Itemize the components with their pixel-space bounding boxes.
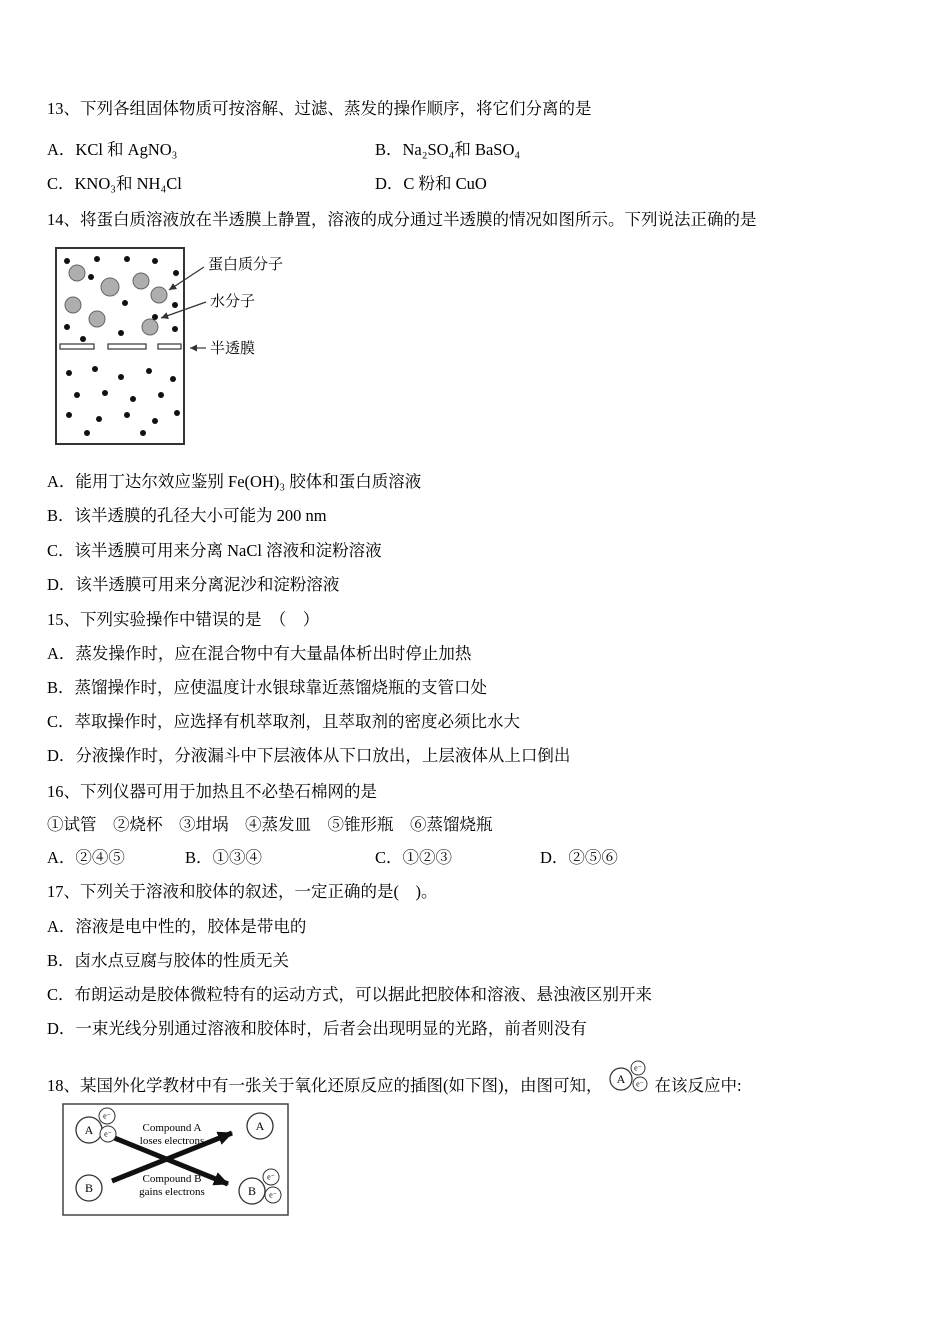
q15-option-a: A．蒸发操作时，应在混合物中有大量晶体析出时停止加热 [47,644,472,663]
compound-b [76,1175,102,1201]
q13-option-c: C．KNO₃和 NH₄Cl [47,174,182,193]
q18-stem-before: 18、某国外化学教材中有一张关于氧化还原反应的插图(如下图)，由图可知， [47,1076,603,1095]
q14-option-d: D．该半透膜可用来分离泥沙和淀粉溶液 [47,575,340,594]
q16-stem: 16、下列仪器可用于加热且不必垫石棉网的是 [47,782,377,801]
q16-option-b: B．①③④ [185,848,263,867]
caption-compound-a-line2: loses electrons [139,1135,205,1147]
redox-electron-transfer-diagram [62,1103,290,1217]
svg-text:e⁻: e⁻ [269,1190,277,1200]
q16-option-d: D．②⑤⑥ [540,848,618,867]
q15-option-d: D．分液操作时，分液漏斗中下层液体从下口放出，上层液体从上口倒出 [47,746,571,765]
q16-items: ①试管 ②烧杯 ③坩埚 ④蒸发皿 ⑤锥形瓶 ⑥蒸馏烧瓶 [47,815,493,834]
q17-option-a: A．溶液是电中性的，胶体是带电的 [47,917,307,936]
svg-text:e⁻: e⁻ [267,1172,275,1182]
svg-text:A: A [84,1123,94,1137]
q13-option-b: B．Na₂SO₄和 BaSO₄ [375,140,521,159]
q17-option-c: C．布朗运动是胶体微粒特有的运动方式，可以据此把胶体和溶液、悬浊液区别开来 [47,985,653,1004]
q16-option-a: A．②④⑤ [47,848,125,867]
water-molecule-label: 水分子 [210,294,256,310]
q18-stem-after: 在该反应中: [654,1076,742,1095]
q17-stem: 17、下列关于溶液和胶体的叙述，一定正确的是( )。 [47,882,438,901]
inline-electron-label-2: e⁻ [635,1079,644,1089]
q14-option-a: A．能用丁达尔效应鉴别 Fe(OH)₃ 胶体和蛋白质溶液 [47,472,422,491]
q13-option-d: D．C 粉和 CuO [375,174,487,193]
inline-electron-label-1: e⁻ [633,1063,642,1073]
svg-text:e⁻: e⁻ [103,1111,111,1121]
q13-stem: 13、下列各组固体物质可按溶解、过滤、蒸发的操作顺序，将它们分离的是 [47,99,592,118]
caption-compound-b-line2: gains electrons [139,1186,205,1198]
svg-text:B: B [84,1181,94,1195]
q13-option-a: A．KCl 和 AgNO₃ [47,140,178,159]
membrane-label: 半透膜 [210,341,256,357]
caption-compound-a-line1: Compound A [142,1122,202,1134]
svg-text:B: B [247,1184,257,1198]
q15-stem: 15、下列实验操作中错误的是 （ ） [47,610,320,629]
svg-text:e⁻: e⁻ [104,1129,112,1139]
caption-compound-b-line1: Compound B [142,1173,202,1185]
dialysis-diagram [55,247,305,447]
svg-text:A: A [255,1119,265,1133]
q17-option-d: D．一束光线分别通过溶液和胶体时，后者会出现明显的光路，前者则没有 [47,1019,587,1038]
q16-option-c: C．①②③ [375,848,453,867]
protein-molecule-label: 蛋白质分子 [208,257,284,273]
inline-circle-a-label: A [616,1072,625,1086]
q15-option-b: B．蒸馏操作时，应使温度计水银球靠近蒸馏烧瓶的支管口处 [47,678,488,697]
membrane-slits [60,344,181,349]
compound-a-product [247,1113,273,1139]
q15-option-c: C．萃取操作时，应选择有机萃取剂，且萃取剂的密度必须比水大 [47,712,521,731]
q14-option-b: B．该半透膜的孔径大小可能为 200 nm [47,506,327,525]
q14-option-c: C．该半透膜可用来分离 NaCl 溶液和淀粉溶液 [47,541,382,560]
q18-inline-a-electrons-diagram [607,1058,653,1096]
q14-stem: 14、将蛋白质溶液放在半透膜上静置，溶液的成分通过半透膜的情况如图所示。下列说法正确的是 [47,210,757,229]
q17-option-b: B．卤水点豆腐与胶体的性质无关 [47,951,290,970]
